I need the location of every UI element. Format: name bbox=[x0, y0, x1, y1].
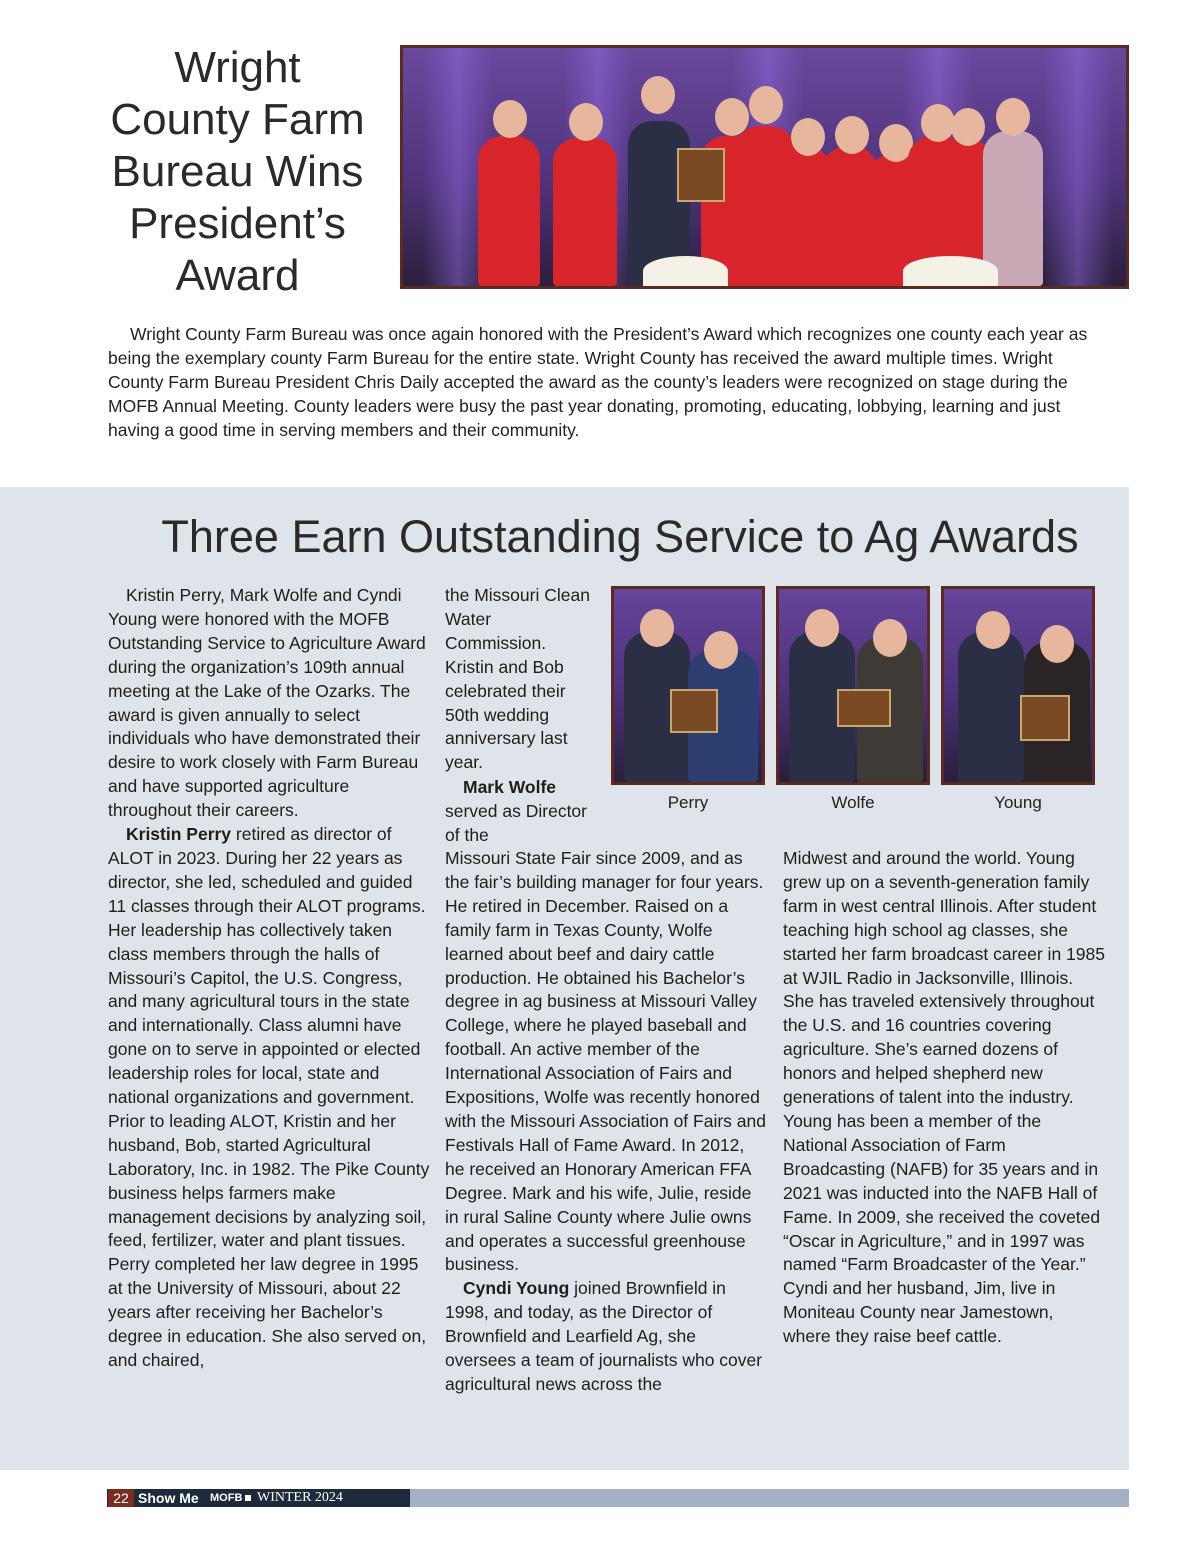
photo-head bbox=[791, 118, 825, 156]
photo-head bbox=[976, 611, 1010, 649]
photo-person bbox=[478, 136, 540, 286]
article-paragraph bbox=[108, 823, 430, 1373]
photo-caption-perry: Perry bbox=[667, 793, 709, 812]
photo-drape bbox=[1043, 48, 1113, 286]
title-line: Bureau Wins bbox=[111, 147, 364, 196]
photo-head bbox=[921, 104, 955, 142]
photo-person bbox=[553, 138, 617, 286]
group-award-photo bbox=[400, 45, 1129, 289]
award-plaque bbox=[677, 148, 725, 202]
paragraph-text: joined Brownfield in 1998, and today, as the Director of Brownfield and Learfield Ag, she oversees a team of journalists who cover agricultural news across the bbox=[445, 1278, 763, 1394]
article-paragraph: Midwest and around the world. Young grew up on a seventh-generation family farm in west central Illinois. After student teaching high school ag classes, she started her farm broadcast career in 1985 at WJIL Radio in Jacksonville, Illinois. She has traveled extensively throughout the U.S. and 16 countries covering agriculture. She’s earned dozens of honors and helped shepherd new generations of talent into the industry. Young has been a member of the National Association of Farm Broadcasting (NAFB) for 35 years and in 2021 was inducted into the NAFB Hall of Fame. In 2009, she received the coveted “Oscar in Agriculture,” and in 1997 was named “Farm Broadcaster of the Year.” Cyndi and her husband, Jim, live in Moniteau County near Jamestown, where they raise beef cattle. bbox=[783, 848, 1105, 1347]
article-paragraph bbox=[445, 1277, 767, 1397]
article-paragraph bbox=[445, 776, 590, 800]
publisher-name: MOFB bbox=[210, 1492, 243, 1504]
article-paragraph: the Missouri Clean Water Commission. Kristin and Bob celebrated their 50th wedding anniversary last year. bbox=[445, 585, 590, 773]
photo-head bbox=[1040, 625, 1074, 663]
article-column-3 bbox=[783, 847, 1105, 1349]
article-column-1 bbox=[108, 584, 430, 1373]
award-plaque bbox=[1020, 695, 1070, 741]
photo-person bbox=[958, 632, 1024, 782]
paragraph-text: Missouri State Fair since 2009, and as the fair’s building manager for four years. He retired in December. Raised on a family farm in Texas County, Wolfe learned about beef and dairy cattle production. He obtained his Bachelor’s degree in ag business at Missouri Valley College, where he played baseball and football. An active member of the International Association of Fairs and Expositions, Wolfe was recently honored with the Missouri Association of Fairs and Festivals Hall of Fame Award. In 2012, he received an Honorary American FFA Degree. Mark and his wife, Julie, reside in rural Saline County where Julie owns and operates a successful greenhouse business. bbox=[445, 848, 766, 1275]
paragraph-text: retired as director of ALOT in 2023. During her 22 years as director, she led, scheduled and guided 11 classes through their ALOT programs. Her leadership has collectively taken class members through the halls of Missouri’s Capitol, the U.S. Congress, and many agricultural tours in the state and internationally. Class alumni have gone on to serve in appointed or elected leadership roles for local, state and national organizations and government. Prior to leading ALOT, Kristin and her husband, Bob, started Agricultural Laboratory, Inc. in 1982. The Pike County business helps farmers make management decisions by analyzing soil, feed, fertilizer, water and plant tissues. Perry completed her law degree in 1995 at the University of Missouri, about 22 years after receiving her Bachelor’s degree in education. She also served on, and chaired, bbox=[108, 824, 430, 1370]
magazine-name: Show Me bbox=[138, 1490, 199, 1506]
honoree-name: Kristin Perry bbox=[126, 824, 232, 845]
paragraph-text: served as Director of the bbox=[445, 800, 587, 845]
photo-caption-young: Young bbox=[994, 793, 1042, 812]
article-column-2-wolfe-intro bbox=[445, 776, 590, 848]
top-article-body: Wright County Farm Bureau was once again honored with the President’s Award which recognizes one county each year as being the exemplary county Farm Bureau for the entire state. Wright County has received the award multiple times. Wright County Farm Bureau President Chris Daily accepted the award as the county’s leaders were recognized on stage during the MOFB Annual Meeting. County leaders were busy the past year donating, promoting, educating, lobbying, learning and just having a good time in serving members and their community. bbox=[108, 324, 1088, 440]
title-line: Wright bbox=[174, 43, 301, 92]
photo-head bbox=[835, 116, 869, 154]
photo-head bbox=[569, 103, 603, 141]
issue-label: WINTER 2024 bbox=[257, 1490, 343, 1505]
title-line: County Farm bbox=[110, 95, 365, 144]
photo-head bbox=[641, 76, 675, 114]
honoree-name: Mark Wolfe bbox=[463, 777, 557, 797]
award-plaque bbox=[837, 689, 891, 727]
photo-head bbox=[805, 609, 839, 647]
photo-head bbox=[704, 631, 738, 669]
article-column-2-top bbox=[445, 584, 595, 775]
photo-head bbox=[996, 98, 1030, 136]
photo-head bbox=[749, 86, 783, 124]
article-paragraph: Kristin Perry, Mark Wolfe and Cyndi Young were honored with the MOFB Outstanding Service to Agriculture Award during the organization’s 109th annual meeting at the Lake of the Ozarks. The award is given annually to select individuals who have demonstrated their desire to work closely with Farm Bureau and have supported agriculture throughout their careers. bbox=[108, 585, 426, 821]
title-line: Award bbox=[175, 251, 300, 300]
poinsettia bbox=[643, 256, 728, 286]
poinsettia bbox=[903, 256, 998, 286]
young-award-photo bbox=[941, 586, 1095, 785]
title-line: President’s bbox=[129, 199, 346, 248]
photo-caption-wolfe: Wolfe bbox=[831, 793, 875, 812]
footer-separator bbox=[245, 1495, 251, 1501]
article-column-2 bbox=[445, 847, 767, 1397]
top-article-title bbox=[90, 42, 385, 302]
photo-head bbox=[951, 108, 985, 146]
honoree-name: Cyndi Young bbox=[463, 1278, 570, 1299]
perry-award-photo bbox=[611, 586, 765, 785]
award-plaque bbox=[670, 689, 718, 733]
photo-head bbox=[493, 100, 527, 138]
photo-head bbox=[873, 619, 907, 657]
wolfe-award-photo bbox=[776, 586, 930, 785]
service-article-title: Three Earn Outstanding Service to Ag Awards bbox=[161, 511, 1079, 562]
page-number: 22 bbox=[108, 1489, 134, 1507]
photo-head bbox=[640, 609, 674, 647]
